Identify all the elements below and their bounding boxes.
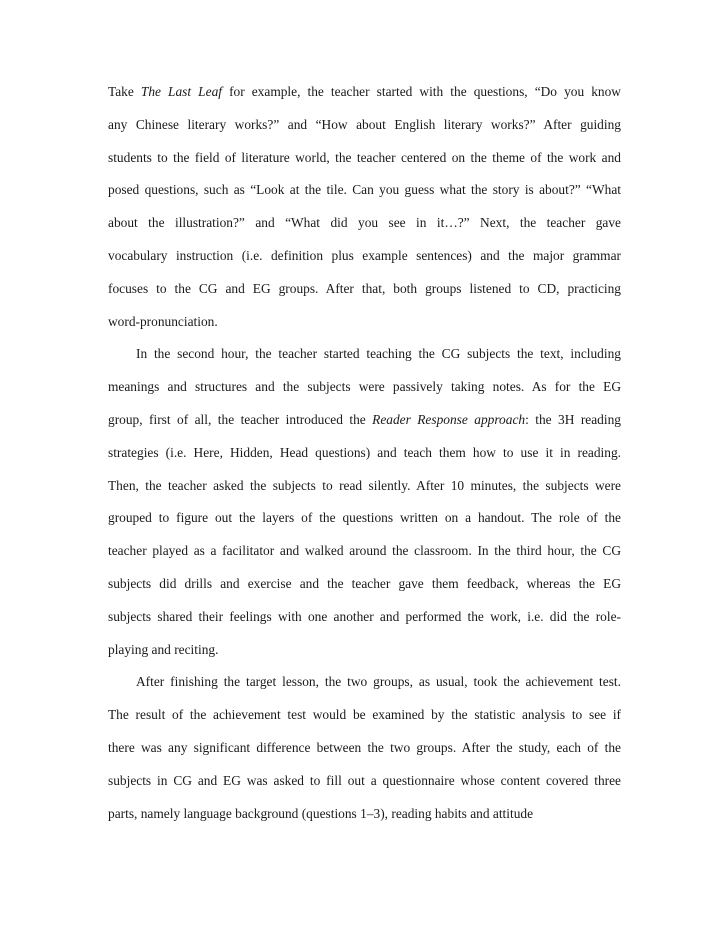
text-run: parts, namely language background (questions 1–3), reading habits and attitude: [108, 805, 534, 821]
text-run: for example, the teacher started with the questions, “Do you know: [222, 84, 621, 99]
text-line: [108, 82, 621, 102]
text-run: there was any significant difference between the two groups. After the study, each of the: [108, 740, 621, 755]
text-line: [108, 312, 621, 332]
text-line: [108, 377, 621, 397]
text-run: After finishing the target lesson, the two groups, as usual, took the achievement test.: [136, 674, 621, 690]
text-line: [108, 541, 621, 561]
text-line: [108, 410, 621, 430]
text-run: In the second hour, the teacher started teaching the CG subjects the text, including: [136, 346, 621, 362]
text-line: [108, 180, 621, 200]
text-line: [108, 508, 621, 528]
text-run: subjects in CG and EG was asked to fill out a questionnaire whose content covered three: [108, 772, 621, 788]
text-line: [108, 279, 621, 299]
text-run: strategies (i.e. Here, Hidden, Head questions) and teach them how to use it in reading.: [108, 444, 621, 460]
text-run: group, first of all, the teacher introduced the: [108, 412, 373, 427]
text-run: any Chinese literary works?” and “How about English literary works?” After guiding: [108, 116, 621, 132]
text-line: [108, 738, 621, 758]
text-line: [108, 476, 621, 496]
text-line: [108, 672, 621, 692]
text-run: focuses to the CG and EG groups. After that, both groups listened to CD, practicing: [108, 280, 621, 296]
text-run: students to the field of literature world, the teacher centered on the theme of the work and: [108, 149, 621, 165]
text-run: subjects shared their feelings with one another and performed the work, i.e. did the role-: [108, 608, 621, 624]
text-line: [108, 246, 621, 266]
text-run: Take: [108, 84, 141, 99]
text-line: [108, 148, 621, 168]
text-run: teacher played as a facilitator and walked around the classroom. In the third hour, the CG: [108, 543, 621, 559]
text-run: grouped to figure out the layers of the questions written on a handout. The role of the: [108, 510, 621, 526]
text-run: vocabulary instruction (i.e. definition plus example sentences) and the major grammar: [108, 248, 621, 263]
text-line: [108, 804, 621, 824]
text-line: [108, 607, 621, 627]
text-run: The result of the achievement test would be examined by the statistic analysis to see if: [108, 707, 621, 723]
text-line: [108, 574, 621, 594]
text-line: [108, 344, 621, 364]
italic-title: The Last Leaf: [140, 84, 222, 99]
text-run: word-pronunciation.: [108, 313, 218, 329]
text-line: [108, 213, 621, 233]
text-run: about the illustration?” and “What did you see in it…?” Next, the teacher gave: [108, 215, 621, 231]
text-line: [108, 443, 621, 463]
text-line: [108, 640, 621, 660]
italic-title: Reader Response approach: [372, 412, 526, 427]
text-line: [108, 115, 621, 135]
text-run: : the 3H reading: [525, 412, 621, 427]
text-line: [108, 771, 621, 791]
text-run: playing and reciting.: [108, 641, 219, 657]
text-line: [108, 705, 621, 725]
text-run: meanings and structures and the subjects were passively taking notes. As for the EG: [108, 379, 621, 395]
text-run: Then, the teacher asked the subjects to read silently. After 10 minutes, the subjects were: [108, 477, 621, 493]
text-run: subjects did drills and exercise and the teacher gave them feedback, whereas the EG: [108, 576, 621, 591]
text-run: posed questions, such as “Look at the tile. Can you guess what the story is about?” “What: [108, 182, 621, 198]
